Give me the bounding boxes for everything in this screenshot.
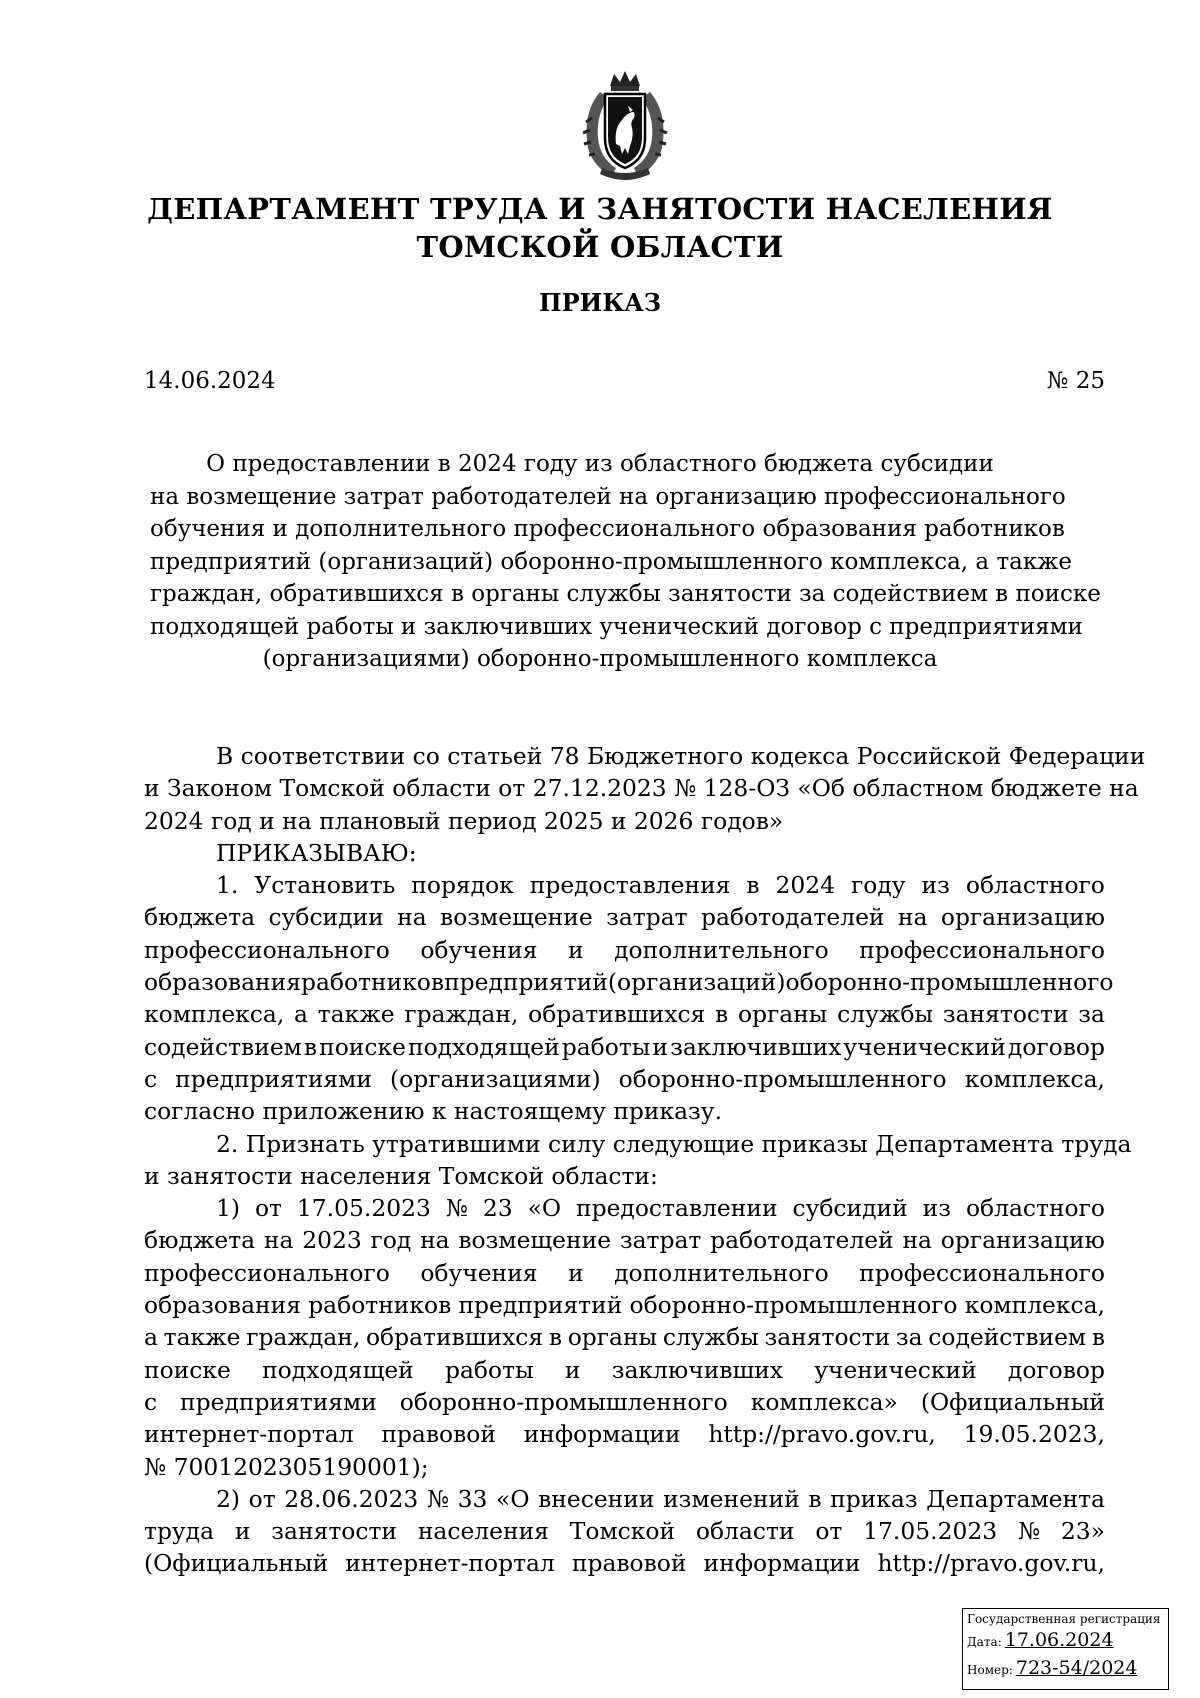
body-word: правовой xyxy=(381,1420,496,1449)
body-word: ученический xyxy=(814,1355,977,1384)
body-line: 2. Признать утратившими силу следующие приказы Департамента труда xyxy=(216,1129,1132,1158)
body-line xyxy=(144,869,1105,901)
body-line xyxy=(144,966,1114,998)
body-word: работы xyxy=(561,1032,651,1061)
body-word: внесении xyxy=(538,1484,655,1513)
body-word: занятости xyxy=(764,1323,891,1352)
body-word: и xyxy=(234,1517,251,1546)
body-line xyxy=(144,1289,1105,1321)
body-word: от xyxy=(248,1484,276,1513)
body-word: 23» xyxy=(1060,1517,1105,1546)
body-word: правовой xyxy=(571,1549,687,1578)
body-word: а xyxy=(294,1000,308,1029)
body-word: а xyxy=(144,1323,158,1352)
title-line: граждан, обратившихся в органы службы занятости за содействием в поиске xyxy=(150,581,1101,607)
body-word: профессионального xyxy=(144,935,390,964)
body-line xyxy=(144,1515,1105,1547)
document-type: ПРИКАЗ xyxy=(538,288,662,317)
body-word: в xyxy=(303,1032,318,1061)
body-word: содействием xyxy=(928,1323,1087,1352)
document-body xyxy=(144,740,1146,1580)
stamp-date-row xyxy=(967,1629,1114,1651)
body-word: (организаций) xyxy=(607,968,786,997)
body-line xyxy=(144,1547,1105,1579)
document-number: № 25 xyxy=(1046,368,1105,394)
body-word: оборонно-промышленного xyxy=(618,1064,947,1093)
body-word: комплекса, xyxy=(964,1291,1105,1320)
body-word: в xyxy=(808,1484,822,1513)
body-line: 2024 год и на плановый период 2025 и 2026 годов» xyxy=(144,806,784,835)
body-line xyxy=(144,1354,1105,1386)
body-word: профессионального xyxy=(144,1258,390,1287)
body-word: подходящей xyxy=(262,1355,414,1384)
stamp-date-label: Дата: xyxy=(967,1635,1002,1649)
body-word: на xyxy=(397,903,427,932)
body-word: профессионального xyxy=(859,935,1105,964)
title-line: на возмещение затрат работодателей на организацию профессионального xyxy=(150,483,1066,510)
body-word: 2023 xyxy=(302,1226,362,1255)
body-word: работы xyxy=(444,1355,534,1384)
body-word: предприятий xyxy=(458,1291,623,1320)
body-word: бюджета xyxy=(144,1226,256,1255)
body-word: (организациями) xyxy=(390,1064,601,1093)
document-title xyxy=(150,448,1101,676)
body-word: информации xyxy=(523,1420,681,1449)
body-word: от xyxy=(254,1194,282,1223)
body-line: и Законом Томской области от 27.12.2023 № 128-ОЗ «Об областном бюджете на xyxy=(144,774,1139,803)
body-word: информации xyxy=(703,1549,861,1578)
stamp-number-row xyxy=(967,1657,1137,1679)
body-word: занятости xyxy=(942,1000,1069,1029)
body-word: содействием xyxy=(144,1032,302,1061)
body-word: областного xyxy=(965,1194,1105,1223)
body-word: населения xyxy=(417,1517,549,1546)
body-word: за xyxy=(895,1323,923,1352)
body-word: приказ xyxy=(830,1484,918,1513)
body-word: от xyxy=(815,1517,843,1546)
body-word: 2) xyxy=(216,1484,241,1513)
body-word: 28.06.2023 xyxy=(284,1484,419,1513)
department-name-line1: ДЕПАРТАМЕНТ ТРУДА И ЗАНЯТОСТИ НАСЕЛЕНИЯ xyxy=(147,192,1053,226)
body-line: согласно приложению к настоящему приказу. xyxy=(144,1097,723,1126)
body-word: в xyxy=(746,871,760,900)
body-word: заключивших xyxy=(611,1355,783,1384)
body-word: органы xyxy=(567,1323,658,1352)
title-line: О предоставлении в 2024 году из областного бюджета субсидии xyxy=(206,451,994,477)
body-word: субсидий xyxy=(792,1194,908,1223)
body-word: изменений xyxy=(663,1484,800,1513)
body-word: подходящей xyxy=(408,1032,560,1061)
body-word: Томской xyxy=(569,1517,676,1546)
body-word: 23 xyxy=(482,1194,513,1223)
body-word: областного xyxy=(965,871,1105,900)
body-word: на xyxy=(263,1226,294,1255)
body-word: на xyxy=(420,1226,450,1255)
body-word: занятости xyxy=(271,1517,397,1546)
body-word: (Официальный xyxy=(920,1387,1105,1416)
body-line xyxy=(144,1483,1105,1515)
body-word: работодателей xyxy=(710,1226,894,1255)
body-line-order-word: ПРИКАЗЫВАЮ: xyxy=(216,838,417,867)
body-word: предоставлении xyxy=(576,1194,778,1223)
body-line: В соответствии со статьей 78 Бюджетного кодекса Российской Федерации xyxy=(216,742,1146,770)
body-word: на xyxy=(902,1226,932,1255)
body-word: поиске xyxy=(319,1032,406,1061)
body-line xyxy=(144,1321,1105,1353)
body-word: службы xyxy=(837,1000,934,1029)
body-line xyxy=(144,934,1105,966)
body-word: с xyxy=(144,1064,158,1093)
body-word: области xyxy=(695,1517,795,1546)
body-word: труда xyxy=(144,1517,215,1546)
body-word: возмещение xyxy=(440,903,593,932)
body-word: из xyxy=(922,1194,951,1223)
body-word: на xyxy=(897,903,928,932)
body-word: поиске xyxy=(144,1355,231,1384)
body-word: обратившихся xyxy=(528,1000,706,1029)
title-line: предприятий (организаций) оборонно-промышленного комплекса, а также xyxy=(150,548,1073,575)
body-word: оборонно-промышленного xyxy=(399,1387,728,1416)
body-word: образования xyxy=(144,968,301,997)
body-word: году xyxy=(851,871,906,900)
stamp-number-value: 723-54/2024 xyxy=(1015,1657,1138,1679)
body-word: затрат xyxy=(619,1226,702,1255)
body-line xyxy=(144,998,1105,1030)
body-word: 1) xyxy=(216,1194,241,1223)
body-word: № xyxy=(1017,1517,1041,1546)
body-word: 1. xyxy=(216,871,239,900)
body-word: «О xyxy=(527,1194,562,1223)
body-word: в xyxy=(1091,1323,1105,1352)
body-word: порядок xyxy=(411,871,514,900)
body-line xyxy=(144,1224,1105,1256)
title-line: обучения и дополнительного профессионального образования работников xyxy=(150,516,1065,542)
body-word: и xyxy=(567,1258,584,1287)
body-line xyxy=(144,1386,1105,1418)
body-word: год xyxy=(370,1226,412,1255)
body-word: дополнительного xyxy=(614,1258,829,1287)
stamp-number-label: Номер: xyxy=(967,1663,1013,1677)
body-word: ученический xyxy=(843,1032,1006,1061)
body-word: бюджета xyxy=(144,903,256,932)
body-word: предприятий xyxy=(444,968,608,997)
body-word: предоставления xyxy=(529,871,731,900)
body-word: возмещение xyxy=(458,1226,612,1255)
body-word: 2024 xyxy=(775,871,836,900)
body-word: работников xyxy=(300,968,445,997)
body-word: образования xyxy=(144,1291,301,1320)
body-word: из xyxy=(921,871,950,900)
body-word: службы xyxy=(662,1323,759,1352)
body-word: 19.05.2023, xyxy=(963,1420,1105,1449)
body-word: 33 xyxy=(457,1484,488,1513)
body-word: предприятиями xyxy=(180,1387,377,1416)
body-word: № xyxy=(426,1484,449,1513)
body-word: интернет-портал xyxy=(345,1549,555,1578)
body-word: граждан, xyxy=(404,1000,519,1029)
body-word: и xyxy=(567,935,584,964)
body-word: профессионального xyxy=(859,1258,1105,1287)
body-word: Департамента xyxy=(926,1484,1105,1513)
body-line: № 7001202305190001); xyxy=(144,1452,429,1481)
body-word: договор xyxy=(1007,1355,1105,1384)
body-word: оборонно-промышленного xyxy=(629,1291,958,1320)
body-word: комплекса, xyxy=(144,1000,285,1029)
body-line: и занятости населения Томской области: xyxy=(144,1161,658,1190)
title-line: (организациями) оборонно-промышленного комплекса xyxy=(262,646,938,672)
body-word: также xyxy=(317,1000,395,1029)
body-word: предприятиями xyxy=(175,1064,372,1093)
title-line: подходящей работы и заключивших ученический договор с предприятиями xyxy=(150,613,1083,640)
body-word: комплекса, xyxy=(964,1064,1105,1093)
body-word: 17.05.2023 xyxy=(863,1517,998,1546)
body-word: за xyxy=(1078,1000,1105,1029)
body-word: http://pravo.gov.ru, xyxy=(708,1420,936,1449)
body-word: Установить xyxy=(254,871,396,900)
body-word: обратившихся xyxy=(365,1323,544,1352)
body-word: интернет-портал xyxy=(144,1420,354,1449)
body-word: в xyxy=(548,1323,562,1352)
body-line xyxy=(144,1418,1105,1450)
body-line xyxy=(144,1031,1105,1063)
body-word: и xyxy=(652,1032,669,1061)
body-word: № xyxy=(445,1194,468,1223)
body-word: субсидии xyxy=(268,903,384,932)
stamp-header: Государственная регистрация xyxy=(967,1612,1161,1626)
body-word: договор xyxy=(1007,1032,1105,1061)
body-word: организацию xyxy=(940,1226,1105,1255)
body-word: оборонно-промышленного xyxy=(785,968,1114,997)
body-word: (Официальный xyxy=(144,1549,329,1578)
body-word: граждан, xyxy=(246,1323,361,1352)
body-word: дополнительного xyxy=(614,935,829,964)
body-word: организацию xyxy=(940,903,1105,932)
body-word: http://pravo.gov.ru, xyxy=(877,1549,1105,1578)
body-line xyxy=(144,1257,1105,1289)
body-word: также xyxy=(163,1323,241,1352)
body-word: обучения xyxy=(420,1258,538,1287)
body-word: работников xyxy=(308,1291,452,1320)
stamp-date-value: 17.06.2024 xyxy=(1004,1629,1114,1651)
body-word: затрат xyxy=(606,903,688,932)
body-word: 17.05.2023 xyxy=(296,1194,431,1223)
body-word: «О xyxy=(496,1484,530,1513)
registration-stamp xyxy=(962,1608,1169,1690)
body-word: работодателей xyxy=(701,903,885,932)
document-date: 14.06.2024 xyxy=(144,368,276,394)
body-line xyxy=(144,901,1105,933)
body-word: органы xyxy=(737,1000,828,1029)
body-word: заключивших xyxy=(670,1032,842,1061)
body-word: с xyxy=(144,1387,158,1416)
body-line xyxy=(144,1063,1105,1095)
body-word: комплекса» xyxy=(750,1387,898,1416)
department-name-line2: ТОМСКОЙ ОБЛАСТИ xyxy=(416,230,784,264)
coat-of-arms-icon xyxy=(570,68,680,186)
body-word: и xyxy=(564,1355,581,1384)
body-line xyxy=(144,1192,1105,1224)
body-word: обучения xyxy=(420,935,538,964)
body-word: в xyxy=(715,1000,729,1029)
